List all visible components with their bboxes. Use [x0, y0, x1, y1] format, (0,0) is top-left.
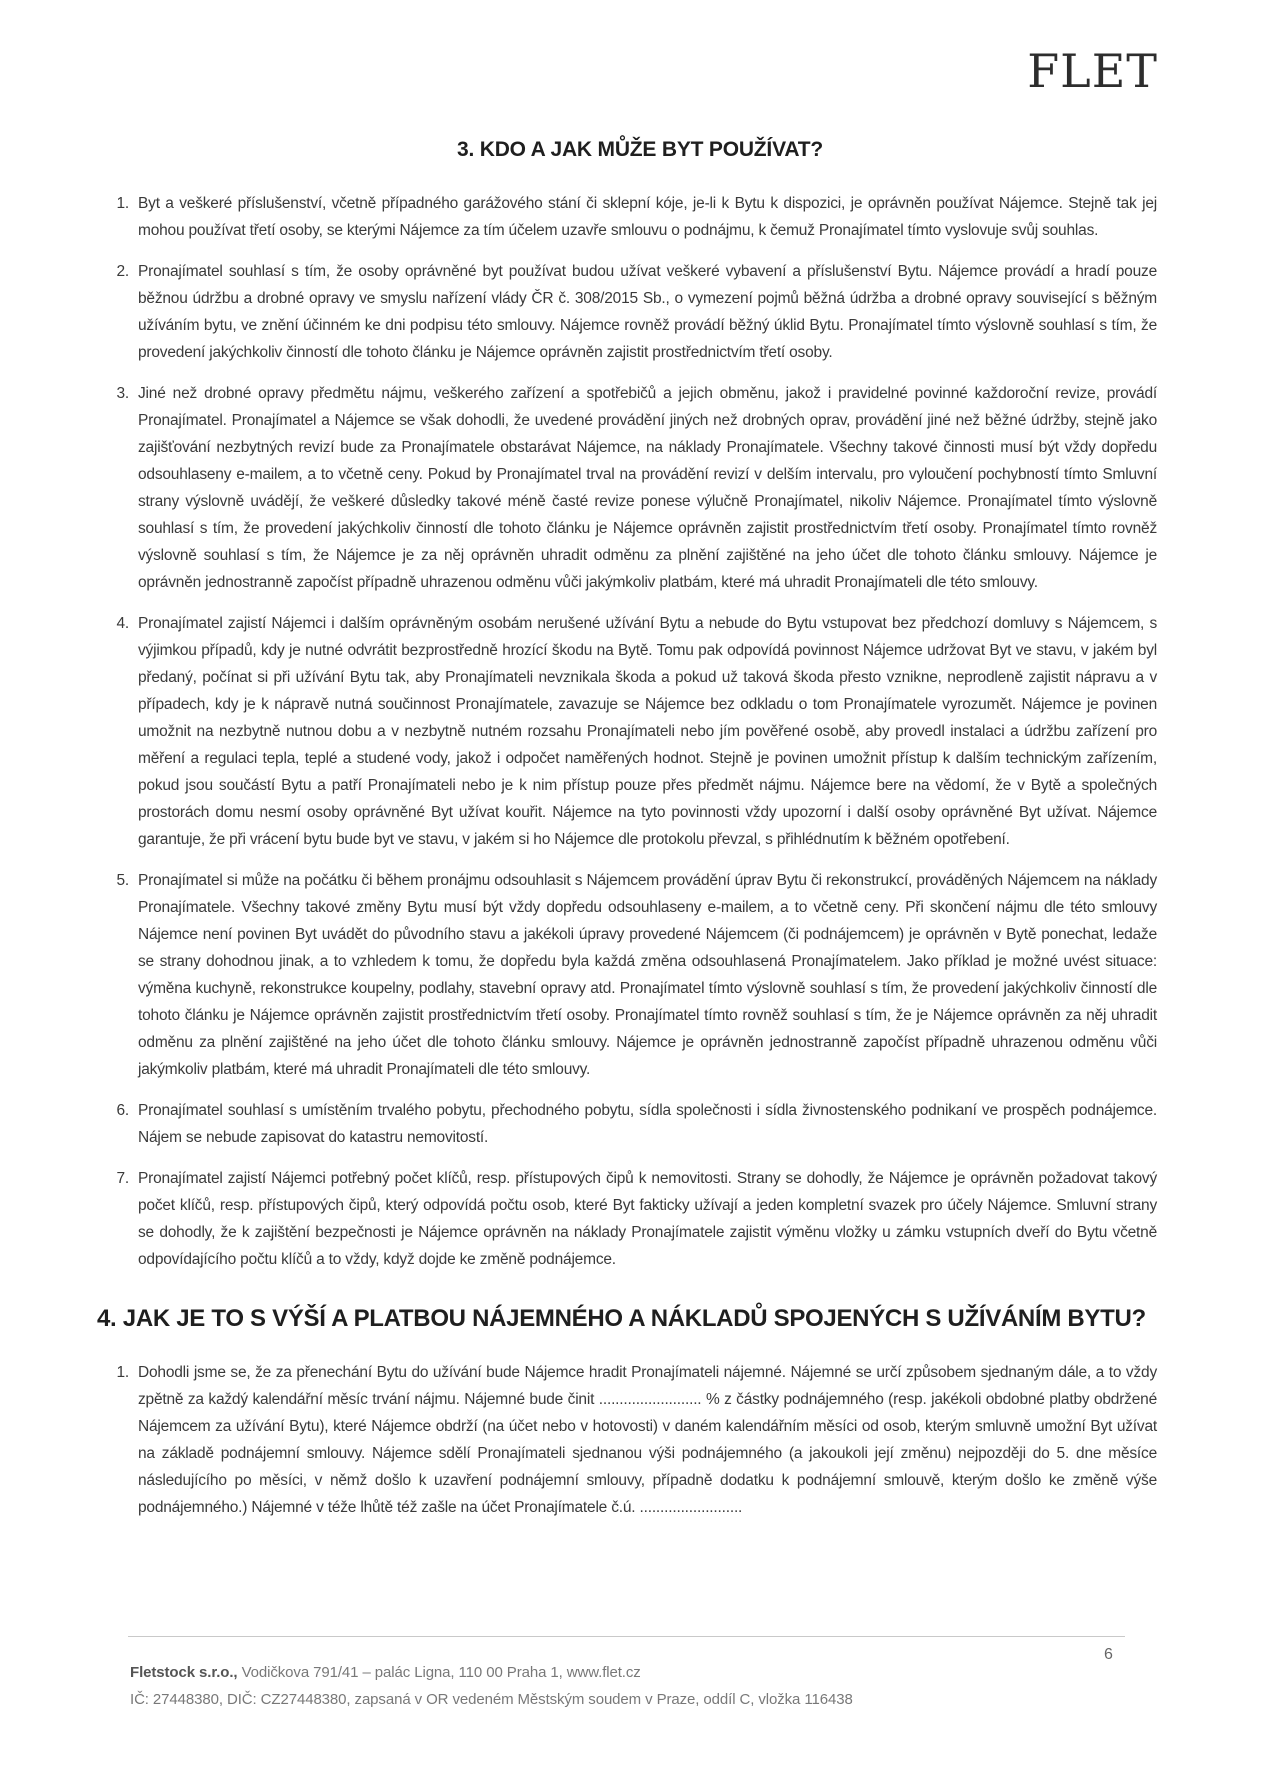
- clause-item: [103, 867, 1157, 1083]
- footer-line-company: [130, 1659, 1090, 1686]
- clause-text: Jiné než drobné opravy předmětu nájmu, veškerého zařízení a spotřebičů a jejich obměnu, jakož i pravidelné povinné každoroční revize, provádí Pronajímatel. Pronajímatel a Nájemce se však dohodli, že uvedené provádění jiných než drobných oprav, provádění jiné než běžné údržby, stejně jako zajišťování nezbytných revizí bude za Pronajímatele obstarávat Nájemce, na náklady Pronajímatele. Všechny takové činnosti musí být vždy dopředu odsouhlaseny e-mailem, a to včetně ceny. Pokud by Pronajímatel trval na provádění revizí v delším intervalu, pro vyloučení pochybností tímto Smluvní strany výslovně uvádějí, že veškeré důsledky takové méně časté revize ponese výlučně Pronajímatel, nikoliv Nájemce. Pronajímatel tímto výslovně souhlasí s tím, že provedení jakýchkoliv činností dle tohoto článku je Nájemce oprávněn zajistit prostřednictvím třetí osoby. Pronajímatel tímto rovněž výslovně souhlasí s tím, že Nájemce je za něj oprávněn uhradit odměnu za plnění zajištěné na jeho účet dle tohoto článku smlouvy. Nájemce je oprávněn jednostranně započíst případně uhrazenou odměnu vůči jakýmkoliv platbám, které má uhradit Pronajímateli dle této smlouvy.: [138, 385, 1157, 591]
- clause-item: [103, 1359, 1157, 1521]
- clause-number: 2.: [116, 263, 129, 280]
- clause-item: [103, 380, 1157, 596]
- page-footer: [130, 1659, 1090, 1713]
- flet-logo: FLET: [1027, 44, 1158, 98]
- clause-number: 3.: [116, 385, 129, 402]
- footer-divider: [128, 1636, 1125, 1637]
- clause-number: 4.: [116, 615, 129, 632]
- page-number: 6: [1104, 1646, 1113, 1663]
- clause-number: 5.: [116, 872, 129, 889]
- section4-clause-list: [0, 1359, 1280, 1521]
- clause-text: Pronajímatel zajistí Nájemci i dalším oprávněným osobám nerušené užívání Bytu a nebude do Bytu vstupovat bez předchozí domluvy s Nájemcem, s výjimkou případů, kdy je nutné odvrátit bezprostředně hrozící škodu na Bytě. Tomu pak odpovídá povinnost Nájemce udržovat Byt ve stavu, v jakém byl předaný, počínat si při užívání Bytu tak, aby Pronajímateli nevznikala škoda a pokud už taková škoda přesto vznikne, neprodleně zajistit nápravu a v případech, kdy je k nápravě nutná součinnost Pronajímatele, zavazuje se Nájemce bez odkladu o tom Pronajímatele vyrozumět. Nájemce je povinen umožnit na nezbytně nutnou dobu a v nezbytně nutném rozsahu Pronajímateli nebo jím pověřené osobě, aby provedl instalaci a údržbu zařízení pro měření a regulaci tepla, teplé a studené vody, jakož i odpočet naměřených hodnot. Stejně je povinen umožnit přístup k dalším technickým zařízením, pokud jsou součástí Bytu a patří Pronajímateli nebo je k nim přístup pouze přes předmět nájmu. Nájemce bere na vědomí, že v Bytě a společných prostorách domu nesmí osoby oprávněné Byt užívat kouřit. Nájemce na tyto povinnosti vždy upozorní i další osoby oprávněné Byt užívat. Nájemce garantuje, že při vrácení bytu bude byt ve stavu, v jakém si ho Nájemce dle protokolu převzal, s přihlédnutím k běžném opotřebení.: [138, 615, 1157, 848]
- clause-number: 7.: [116, 1170, 129, 1187]
- document-content: [0, 138, 1280, 1535]
- footer-company-name: Fletstock s.r.o.,: [130, 1664, 238, 1681]
- clause-text: Pronajímatel si může na počátku či během pronájmu odsouhlasit s Nájemcem provádění úprav Bytu či rekonstrukcí, prováděných Nájemcem na náklady Pronajímatele. Všechny takové změny Bytu musí být vždy dopředu odsouhlaseny e-mailem, a to včetně ceny. Při skončení nájmu dle této smlouvy Nájemce není povinen Byt uvádět do původního stavu a jakékoli úpravy provedené Nájemcem (či podnájemcem) je oprávněn v Bytě ponechat, ledaže se strany dohodnou jinak, a to vzhledem k tomu, že dopředu byla každá změna odsouhlasená Pronajímatelem. Jako příklad je možné uvést situace: výměna kuchyně, rekonstrukce koupelny, podlahy, stavební opravy atd. Pronajímatel tímto výslovně souhlasí s tím, že provedení jakýchkoliv činností dle tohoto článku je Nájemce oprávněn zajistit prostřednictvím třetí osoby. Pronajímatel tímto rovněž souhlasí s tím, že je Nájemce oprávněn za něj uhradit odměnu za plnění zajištěné na jeho účet dle tohoto článku smlouvy. Nájemce je oprávněn jednostranně započíst případně uhrazenou odměnu vůči jakýmkoliv platbám, které má uhradit Pronajímateli dle této smlouvy.: [138, 872, 1157, 1078]
- clause-item: [103, 258, 1157, 366]
- clause-text: Pronajímatel souhlasí s tím, že osoby oprávněné byt používat budou užívat veškeré vybavení a příslušenství Bytu. Nájemce provádí a hradí pouze běžnou údržbu a drobné opravy ve smyslu nařízení vlády ČR č. 308/2015 Sb., o vymezení pojmů běžná údržba a drobné opravy související s běžným užíváním bytu, ve znění účinném ke dni podpisu této smlouvy. Nájemce rovněž provádí běžný úklid Bytu. Pronajímatel tímto výslovně souhlasí s tím, že provedení jakýchkoliv činností dle tohoto článku je Nájemce oprávněn zajistit prostřednictvím třetí osoby.: [138, 263, 1157, 361]
- footer-line-registration: IČ: 27448380, DIČ: CZ27448380, zapsaná v OR vedeném Městským soudem v Praze, oddíl C, vložka 116438: [130, 1691, 853, 1708]
- clause-item: [103, 190, 1157, 244]
- clause-item: [103, 1165, 1157, 1273]
- clause-text: Byt a veškeré příslušenství, včetně případného garážového stání či sklepní kóje, je-li k Bytu k dispozici, je oprávněn používat Nájemce. Stejně tak jej mohou používat třetí osoby, se kterými Nájemce za tím účelem uzavře smlouvu o podnájmu, k čemuž Pronajímatel tímto vyslovuje svůj souhlas.: [138, 195, 1157, 239]
- footer-company-address: Vodičkova 791/41 – palác Ligna, 110 00 Praha 1, www.flet.cz: [237, 1664, 641, 1681]
- clause-text: Pronajímatel zajistí Nájemci potřebný počet klíčů, resp. přístupových čipů k nemovitosti. Strany se dohodly, že Nájemce je oprávněn požadovat takový počet klíčů, resp. přístupových čipů, který odpovídá počtu osob, které Byt fakticky užívají a jeden kompletní svazek pro účely Nájemce. Smluvní strany se dohodly, že k zajištění bezpečnosti je Nájemce oprávněn na náklady Pronajímatele zajistit výměnu vložky u zámku vstupních dveří do Bytu včetně odpovídajícího počtu klíčů a to vždy, když dojde ke změně podnájemce.: [138, 1170, 1157, 1268]
- clause-text: Dohodli jsme se, že za přenechání Bytu do užívání bude Nájemce hradit Pronajímateli nájemné. Nájemné se určí způsobem sjednaným dále, a to vždy zpětně za každý kalendářní měsíc trvání nájmu. Nájemné bude činit ......................... % z částky podnájemného (resp. jakékoli obdobné platby obdržené Nájemcem za užívání Bytu), které Nájemce obdrží (na účet nebo v hotovosti) v daném kalendářním měsíci od osob, kterým smluvně umožní Byt užívat na základě podnájemní smlouvy. Nájemce sdělí Pronajímateli sjednanou výši podnájemného (a jakoukoli její změnu) nejpozději do 5. dne měsíce následujícího po měsíci, v němž došlo k uzavření podnájemní smlouvy, případně dodatku k podnájemní smlouvě, kterým došlo ke změně výše podnájemného.) Nájemné v téže lhůtě též zašle na účet Pronajímatele č.ú. .........................: [138, 1364, 1157, 1516]
- clause-item: [103, 610, 1157, 853]
- clause-number: 1.: [116, 195, 129, 212]
- clause-number: 6.: [116, 1102, 129, 1119]
- section4-heading: 4. JAK JE TO S VÝŠÍ A PLATBOU NÁJEMNÉHO A NÁKLADŮ SPOJENÝCH S UŽÍVÁNÍM BYTU?: [97, 1305, 1146, 1332]
- clause-item: [103, 1097, 1157, 1151]
- section3-heading: 3. KDO A JAK MŮŽE BYT POUŽÍVAT?: [457, 138, 823, 161]
- clause-text: Pronajímatel souhlasí s umístěním trvalého pobytu, přechodného pobytu, sídla společnosti i sídla živnostenského podnikaní ve prospěch podnájemce. Nájem se nebude zapisovat do katastru nemovitostí.: [138, 1102, 1157, 1146]
- section3-clause-list: [0, 190, 1280, 1273]
- clause-number: 1.: [116, 1364, 129, 1381]
